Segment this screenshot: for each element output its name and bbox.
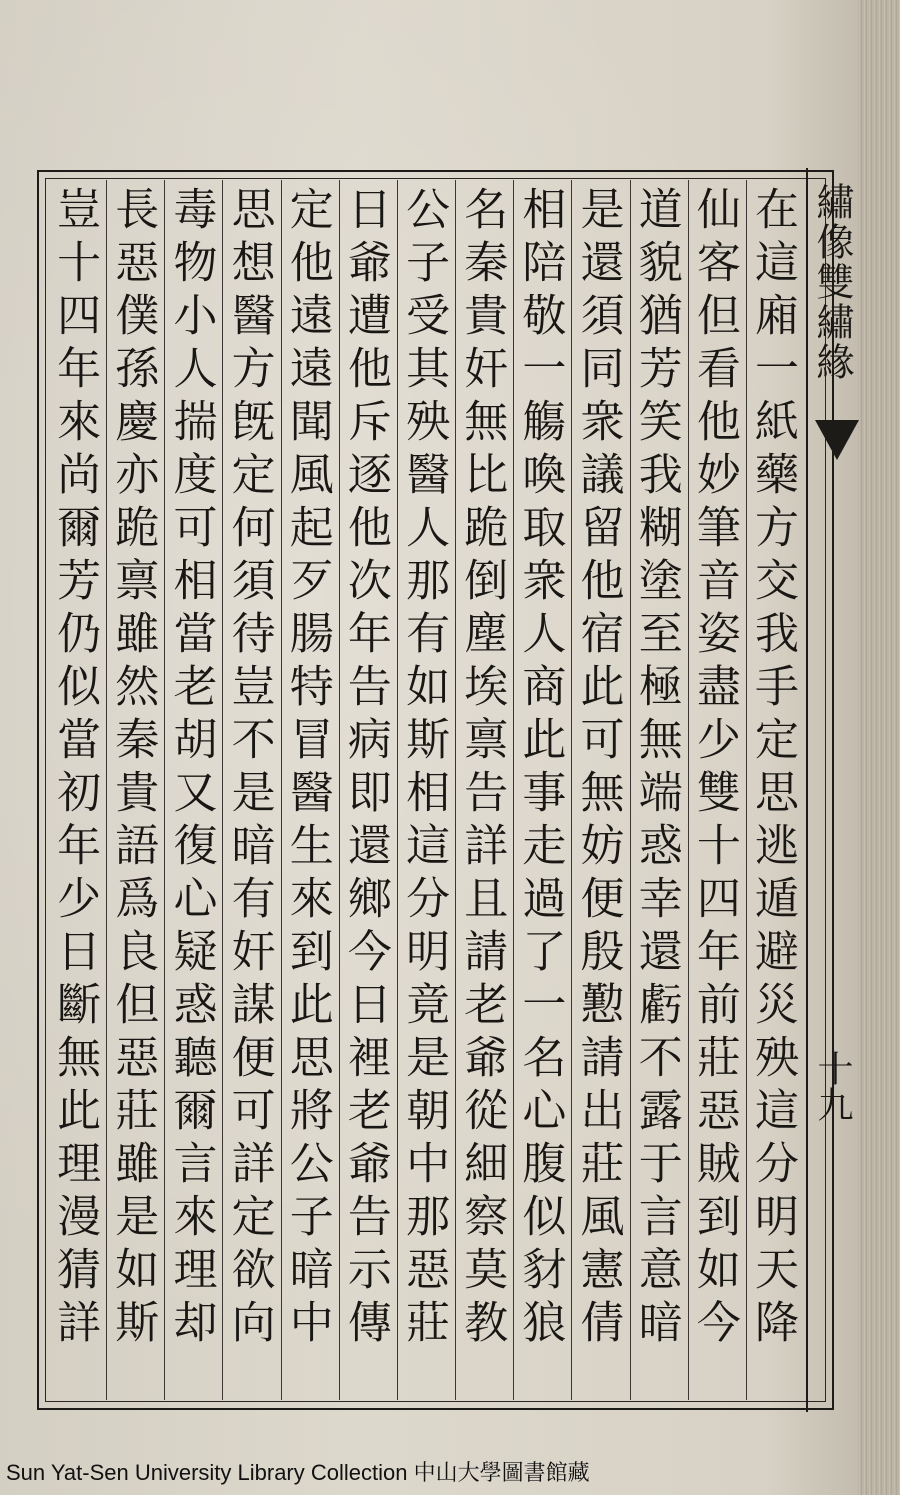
fishtail-mark — [815, 420, 859, 460]
text-column-7: 公子受其殃醫人那有如斯相這分明竟是朝中那惡莊 — [397, 180, 455, 1400]
text-column-13: 豈十四年來尚爾芳仍似當初年少日斷無此理漫猜詳 — [49, 186, 101, 1352]
text-column-8: 日爺遭他斥逐他次年告病即還鄉今日裡老爺告示傳 — [339, 180, 397, 1400]
book-spine-edge — [858, 0, 900, 1495]
library-credit: Sun Yat-Sen University Library Collection 中山大學圖書館藏 — [6, 1460, 590, 1485]
text-column-5: 相陪敬一觴喚取衆人商此事走過了一名心腹似豺狼 — [513, 180, 571, 1400]
text-column-4: 是還須同衆議留他宿此可無妨便殷懃請出莊風憲倩 — [571, 180, 629, 1400]
text-column-3: 道貌猶芳笑我糊塗至極無端惑幸還虧不露于言意暗 — [630, 180, 688, 1400]
text-column-12: 長惡僕孫慶亦跪禀雖然秦貴語爲良但惡莊雖是如斯 — [106, 180, 164, 1400]
text-column-10: 思想醫方旣定何須待豈不是暗有奸謀便可詳定欲向 — [222, 180, 280, 1400]
text-column-6: 名秦貴奸無比跪倒塵埃禀告詳且請老爺從細察莫教 — [455, 180, 513, 1400]
text-column-11: 毒物小人揣度可相當老胡又復心疑惑聽爾言來理却 — [164, 180, 222, 1400]
text-column-1: 在這廂一紙藥方交我手定思逃遁避災殃這分明天降 — [746, 180, 804, 1400]
text-column-9: 定他遠遠聞風起歹腸特冒醫生來到此思將公子暗中 — [281, 180, 339, 1400]
book-title-tab: 繡像雙繡緣 — [810, 182, 854, 382]
text-columns — [48, 180, 804, 1400]
text-column-2: 仙客但看他妙筆音姿盡少雙十四年前莊惡賊到如今 — [688, 180, 746, 1400]
folio-number: 十九 — [812, 1050, 853, 1122]
